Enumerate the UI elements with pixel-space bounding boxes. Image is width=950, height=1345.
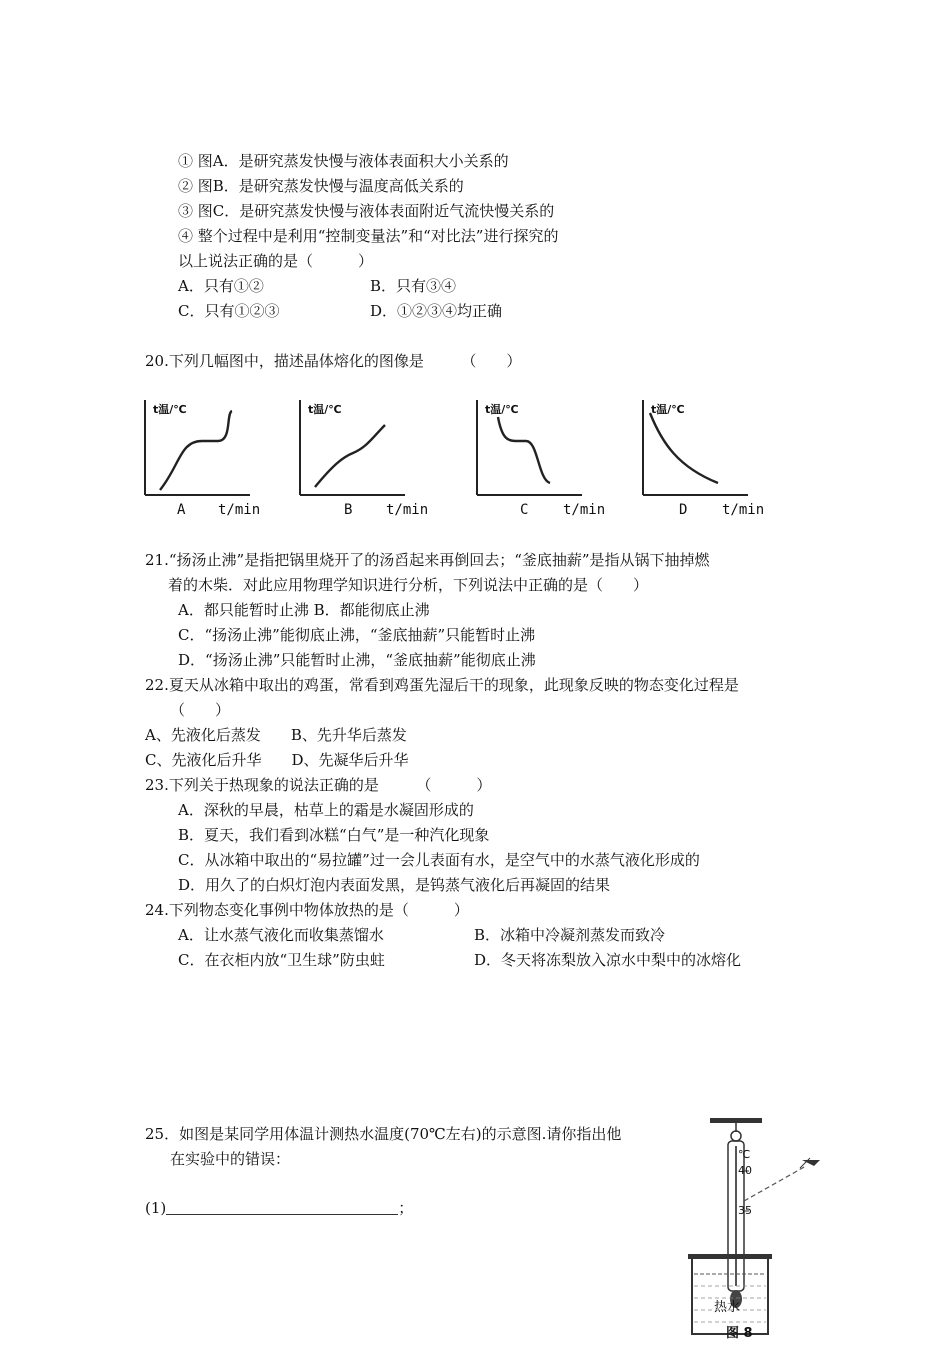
figure-unit-label: ℃ xyxy=(738,1148,751,1161)
graph-c-curve xyxy=(498,417,550,483)
q25-stem-line1: 25．如图是某同学用体温计测热水温度(70℃左右)的示意图.请你指出他 xyxy=(145,1125,622,1143)
q22-bracket: （ ） xyxy=(170,701,231,719)
graph-a-ylabel: t温/℃ xyxy=(153,403,187,416)
graph-d-ylabel: t温/℃ xyxy=(651,403,685,416)
figure-water-label: 热水 xyxy=(714,1300,741,1315)
q25-stem-line2: 在实验中的错误： xyxy=(170,1150,291,1168)
q19-option-c: C．只有①②③ xyxy=(178,302,280,320)
q19-statement-1: ① 图A．是研究蒸发快慢与液体表面积大小关系的 xyxy=(178,152,509,170)
q22-option-cd: C、先液化后升华 D、先凝华后升华 xyxy=(145,751,409,769)
graph-c-letter: C xyxy=(520,502,529,518)
q24-option-c: C．在衣柜内放“卫生球”防虫蛀 xyxy=(178,951,385,969)
graph-d-letter: D xyxy=(679,502,688,518)
q19-statement-2: ② 图B．是研究蒸发快慢与温度高低关系的 xyxy=(178,177,464,195)
q21-stem-line2: 着的木柴．对此应用物理学知识进行分析，下列说法中正确的是（ ） xyxy=(168,576,649,594)
sight-line xyxy=(744,1166,806,1201)
graph-b-ylabel: t温/℃ xyxy=(308,403,342,416)
figure-ceiling-bar xyxy=(710,1118,762,1123)
graph-d-xlabel: t/min xyxy=(722,502,765,518)
q24-stem: 24.下列物态变化事例中物体放热的是（ ） xyxy=(145,901,469,919)
graph-b-xlabel: t/min xyxy=(386,502,429,518)
q23-stem: 23.下列关于热现象的说法正确的是 （ ） xyxy=(145,776,492,794)
thermometer-top-loop xyxy=(731,1131,741,1141)
q19-prompt: 以上说法正确的是（ ） xyxy=(178,252,374,270)
q24-option-a: A．让水蒸气液化而收集蒸馏水 xyxy=(178,926,384,944)
q19-statement-4: ④ 整个过程中是利用“控制变量法”和“对比法”进行探究的 xyxy=(178,227,559,245)
q20-stem: 20.下列几幅图中，描述晶体熔化的图像是 （ ） xyxy=(145,352,522,370)
graph-c-ylabel: t温/℃ xyxy=(485,403,519,416)
graph-a-curve xyxy=(160,411,232,490)
q24-option-d: D．冬天将冻梨放入凉水中梨中的冰熔化 xyxy=(474,951,742,969)
q23-option-b: B．夏天，我们看到冰糕“白气”是一种汽化现象 xyxy=(178,826,490,844)
figure-tick-35-label: 35 xyxy=(738,1204,752,1217)
graph-a-letter: A xyxy=(177,502,186,518)
q19-statement-3: ③ 图C．是研究蒸发快慢与液体表面附近气流快慢关系的 xyxy=(178,202,555,220)
q25-answer-blank-1[interactable] xyxy=(166,1200,398,1215)
figure-caption: 图 8 xyxy=(726,1326,753,1341)
graph-b-curve xyxy=(315,425,385,487)
q25-item1-end: ； xyxy=(398,1199,414,1217)
thermometer-figure-svg xyxy=(680,1116,840,1341)
q21-option-c: C．“扬汤止沸”能彻底止沸，“釜底抽薪”只能暂时止沸 xyxy=(178,626,536,644)
beaker-lid xyxy=(688,1254,772,1259)
q22-option-ab: A、先液化后蒸发 B、先升华后蒸发 xyxy=(145,726,407,744)
graph-c-xlabel: t/min xyxy=(563,502,606,518)
q19-option-d: D．①②③④均正确 xyxy=(370,302,503,320)
q19-option-a: A．只有①② xyxy=(178,277,264,295)
thermometer-figure xyxy=(680,1116,840,1345)
q19-option-b: B．只有③④ xyxy=(370,277,457,295)
graph-a-xlabel: t/min xyxy=(218,502,261,518)
q24-option-b: B．冰箱中冷凝剂蒸发而致冷 xyxy=(474,926,666,944)
q23-option-c: C．从冰箱中取出的“易拉罐”过一会儿表面有水，是空气中的水蒸气液化形成的 xyxy=(178,851,700,869)
q23-option-a: A．深秋的早晨，枯草上的霜是水凝固形成的 xyxy=(178,801,474,819)
q21-stem-line1: 21.“扬汤止沸”是指把锅里烧开了的汤舀起来再倒回去；“釜底抽薪”是指从锅下抽掉燃 xyxy=(145,551,710,569)
graph-b-letter: B xyxy=(344,502,353,518)
q21-option-d: D．“扬汤止沸”只能暂时止沸，“釜底抽薪”能彻底止沸 xyxy=(178,651,536,669)
q25-answer-line-1 xyxy=(145,1198,413,1218)
graph-d-curve xyxy=(650,413,718,483)
q25-item1-label: (1) xyxy=(145,1199,167,1217)
q22-stem: 22.夏天从冰箱中取出的鸡蛋，常看到鸡蛋先湿后干的现象，此现象反映的物态变化过程是 xyxy=(145,676,739,694)
figure-tick-40-label: 40 xyxy=(738,1164,752,1177)
q23-option-d: D．用久了的白炽灯泡内表面发黑，是钨蒸气液化后再凝固的结果 xyxy=(178,876,611,894)
q21-option-ab: A．都只能暂时止沸 B．都能彻底止沸 xyxy=(178,601,430,619)
